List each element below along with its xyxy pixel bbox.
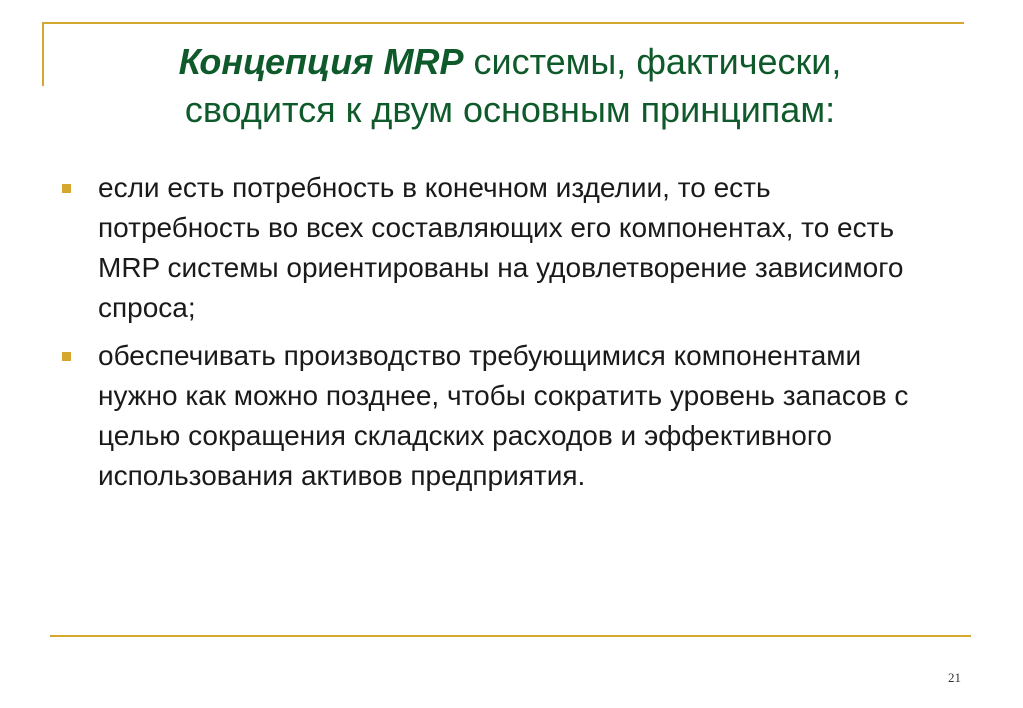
- slide-title: [60, 38, 960, 134]
- bullet-text: если есть потребность в конечном изделии, то есть потребность во всех составляющих его компонентах, то есть MRP системы ориентированы на удовлетворение зависимого спроса;: [98, 172, 904, 323]
- title-emphasis: Концепция MRP: [178, 41, 464, 82]
- frame-bottom-line: [50, 635, 971, 637]
- frame-left-line: [42, 22, 44, 86]
- page-number: 21: [948, 670, 961, 685]
- bullet-list: [62, 168, 962, 504]
- square-bullet-icon: [62, 352, 71, 361]
- title-line1-rest: системы, фактически,: [463, 41, 842, 82]
- bullet-item: [62, 336, 962, 496]
- bullet-item: [62, 168, 962, 328]
- bullet-text: обеспечивать производство требующимися компонентами нужно как можно позднее, чтобы сократить уровень запасов с целью сокращения складских расходов и эффективного использования активов предприятия.: [98, 340, 909, 491]
- frame-top-line: [42, 22, 964, 24]
- square-bullet-icon: [62, 184, 71, 193]
- title-line2: сводится к двум основным принципам:: [184, 89, 836, 130]
